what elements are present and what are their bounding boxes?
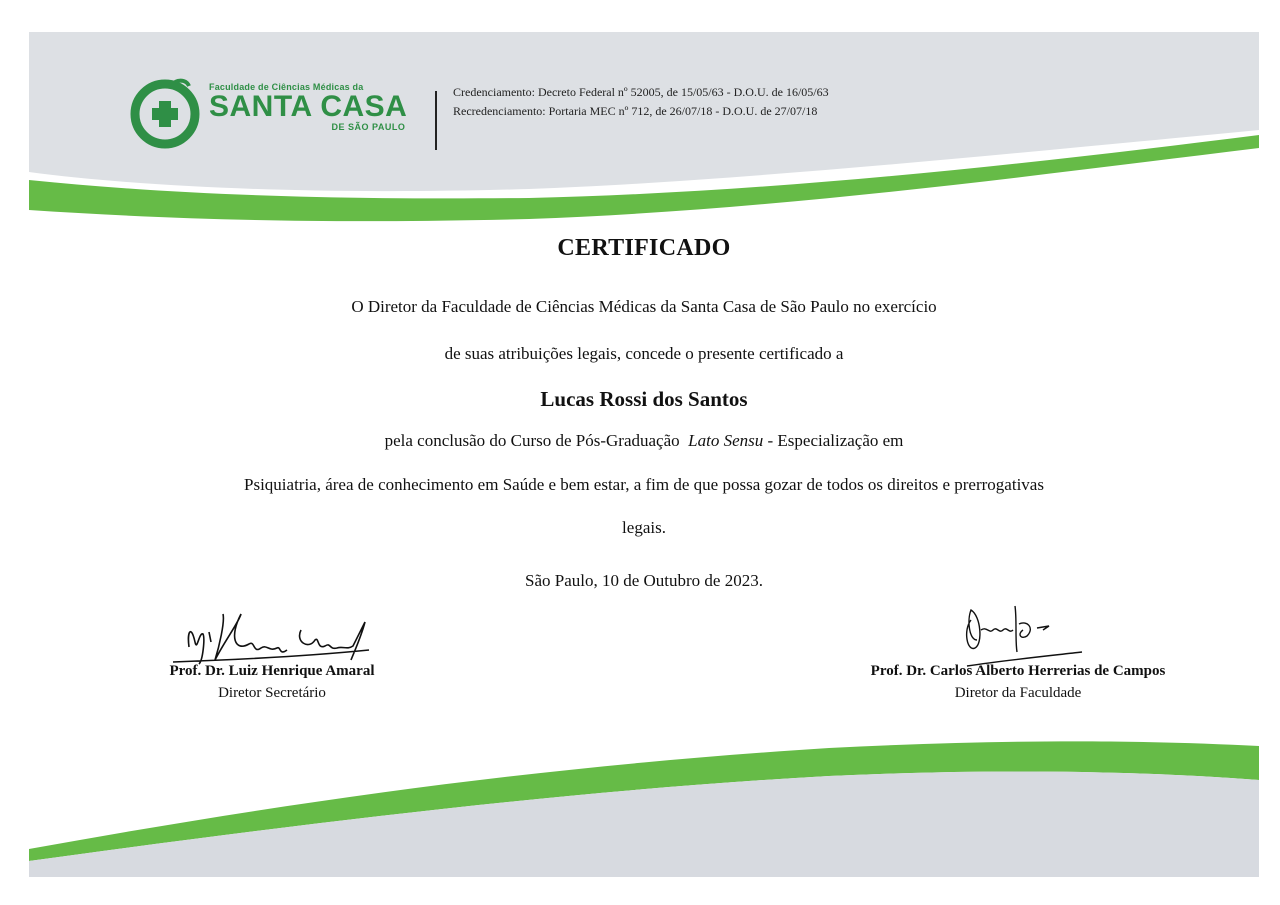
logo-line-santa-casa: SANTA CASA: [209, 90, 408, 123]
logo-line-sao-paulo: DE SÃO PAULO: [331, 122, 406, 132]
certificate-title: CERTIFICADO: [557, 235, 731, 261]
signer-role-left: Diretor Secretário: [218, 685, 326, 701]
signer-name-left: Prof. Dr. Luiz Henrique Amaral: [169, 663, 375, 679]
santa-casa-emblem-icon: [129, 76, 203, 150]
certificate-page: [29, 32, 1259, 877]
course-type-italic: Lato Sensu: [688, 431, 764, 450]
signer-name-right: Prof. Dr. Carlos Alberto Herrerias de Campos: [870, 663, 1166, 679]
signer-role-right: Diretor da Faculdade: [954, 685, 1082, 701]
header-divider: [435, 91, 437, 150]
issue-date: São Paulo, 10 de Outubro de 2023.: [525, 571, 763, 590]
recipient-name: Lucas Rossi dos Santos: [540, 387, 748, 411]
reaccreditation-line: Recredenciamento: Portaria MEC nº 712, de 26/07/18 - D.O.U. de 27/07/18: [453, 104, 818, 118]
course-line-2: Psiquiatria, área de conhecimento em Saúde e bem estar, a fim de que possa gozar de todos os direitos e prerrogativas: [244, 475, 1044, 494]
logo-wordmark: [209, 82, 407, 132]
intro-line-2: de suas atribuições legais, concede o presente certificado a: [444, 344, 844, 363]
right-signature-block: [858, 660, 1178, 704]
bottom-wave-decoration: [29, 32, 1259, 877]
left-signature-block: [167, 660, 377, 704]
logo-line-faculty: Faculdade de Ciências Médicas da: [209, 82, 364, 92]
accreditation-line: Credenciamento: Decreto Federal nº 52005, de 15/05/63 - D.O.U. de 16/05/63: [453, 85, 829, 99]
course-line-1-start: pela conclusão do Curso de Pós-Graduação: [384, 431, 680, 450]
intro-line-1: O Diretor da Faculdade de Ciências Médicas da Santa Casa de São Paulo no exercício: [351, 297, 937, 316]
institution-logo: [129, 76, 408, 150]
course-line-1: [29, 431, 1259, 451]
accreditation-info: [453, 83, 829, 121]
course-line-1-end: - Especialização em: [767, 431, 904, 450]
course-line-3: legais.: [622, 518, 666, 537]
